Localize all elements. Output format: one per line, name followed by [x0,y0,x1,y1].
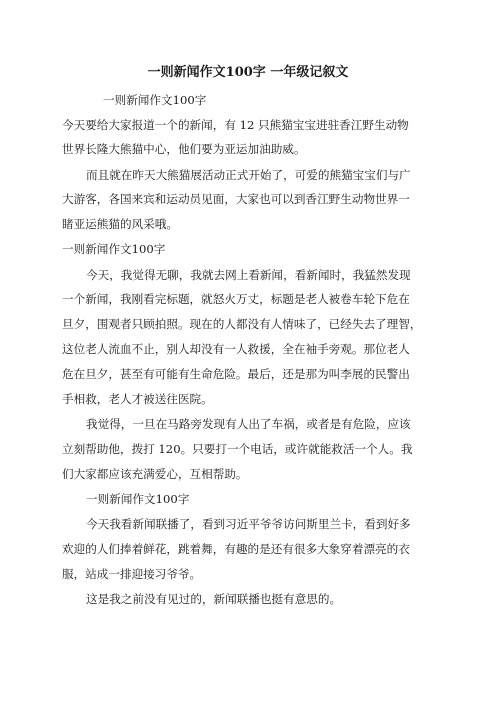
paragraph-line: 欢迎的人们捧着鲜花，跳着舞，有趣的是还有很多大象穿着漂亮的衣 [62,542,410,556]
paragraph-line: 服，站成一排迎接习爷爷。 [62,567,202,581]
paragraph-line: 们大家都应该充满爱心，互相帮助。 [62,467,248,481]
paragraph-line: 危在旦夕，甚至有可能有生命危险。最后，还是那为叫李展的民警出 [62,367,410,381]
paragraph-line: 大游客，各国来宾和运动员见面，大家也可以到香江野生动物世界一 [62,192,410,206]
paragraph-line: 这位老人流血不止，别人却没有一人救援，全在袖手旁观。那位老人 [62,342,410,356]
section-heading: 一则新闻作文100字 [62,242,166,256]
document-title: 一则新闻作文100字 一年级记叙文 [147,65,349,80]
section-heading: 一则新闻作文100字 [86,492,190,506]
paragraph-line: 今天我看新闻联播了，看到习近平爷爷访问斯里兰卡，看到好多 [86,517,411,531]
paragraph-line: 今天，我觉得无聊，我就去网上看新闻，看新闻时，我猛然发现 [86,268,411,282]
paragraph-line: 而且就在昨天大熊猫展活动正式开始了，可爱的熊猫宝宝们与广 [86,168,411,182]
paragraph-line: 我觉得，一旦在马路旁发现有人出了车祸，或者是有危险，应该 [86,417,411,431]
paragraph-line: 手相救，老人才被送往医院。 [62,392,213,406]
section-heading: 一则新闻作文100字 [103,93,207,107]
paragraph-line: 旦夕，围观者只顾拍照。现在的人都没有人情味了，已经失去了理智， [62,317,422,331]
paragraph-line: 世界长隆大熊猫中心，他们要为亚运加油助威。 [62,142,306,156]
paragraph-line: 睹亚运熊猫的风采哦。 [62,217,178,231]
paragraph-line: 这是我之前没有见过的，新闻联播也挺有意思的。 [86,592,342,606]
paragraph-line: 立刻帮助他，拨打 120。只要打一个电话，或许就能救活一个人。我 [62,442,413,456]
paragraph-line: 一个新闻，我刚看完标题，就怒火万丈，标题是老人被卷车轮下危在 [62,292,410,306]
paragraph-line: 今天要给大家报道一个的新闻，有 12 只熊猫宝宝进驻香江野生动物 [62,118,409,132]
